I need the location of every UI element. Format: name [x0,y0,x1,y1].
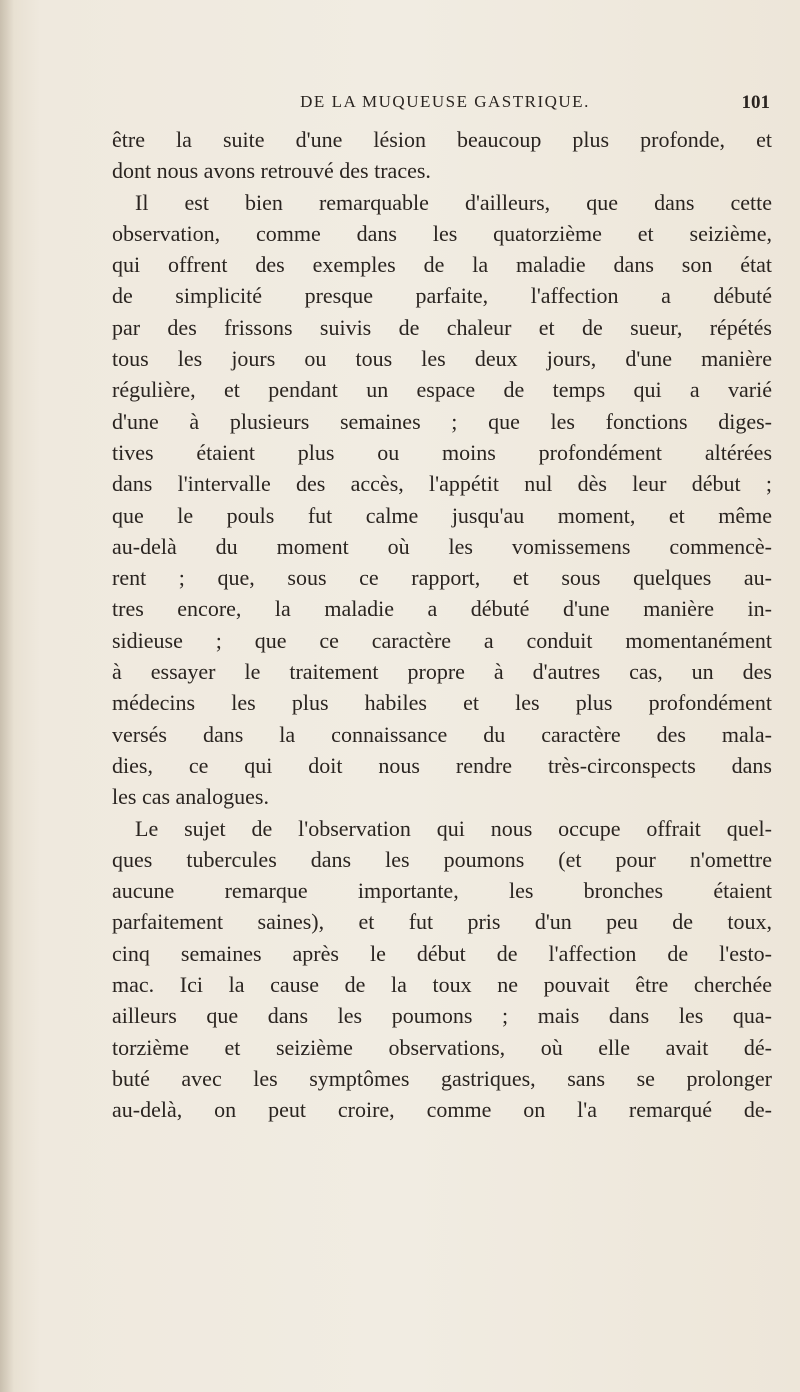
text-line: sidieuse ; que ce caractère a conduit momentanément [112,627,772,653]
text-line: aucune remarque importante, les bronches étaient [112,878,772,904]
text-line: cinq semaines après le début de l'affection de l'esto- [112,940,772,966]
page-header [120,92,770,120]
text-line: versés dans la connaissance du caractère des mala- [112,721,772,747]
text-line: par des frissons suivis de chaleur et de sueur, répétés [112,314,772,340]
text-line: torzième et seizième observations, où elle avait dé- [112,1034,772,1060]
page-number: 101 [741,92,770,113]
text-line: Le sujet de l'observation qui nous occupe offrait quel- [135,815,772,841]
text-line: buté avec les symptômes gastriques, sans se prolonger [112,1065,772,1091]
text-line: dans l'intervalle des accès, l'appétit nul dès leur début ; [112,471,772,497]
text-line: dies, ce qui doit nous rendre très-circonspects dans [112,752,772,778]
text-line: qui offrent des exemples de la maladie dans son état [112,252,772,278]
running-head: DE LA MUQUEUSE GASTRIQUE. [300,92,590,111]
text-line: tives étaient plus ou moins profondément altérées [112,439,772,465]
text-line: au-delà du moment où les vomissemens commencè- [112,533,772,559]
text-line: tres encore, la maladie a débuté d'une manière in- [112,596,772,622]
text-line: Il est bien remarquable d'ailleurs, que dans cette [135,189,772,215]
text-line: tous les jours ou tous les deux jours, d'une manière [112,346,772,372]
text-line: observation, comme dans les quatorzième et seizième, [112,220,772,246]
text-line: d'une à plusieurs semaines ; que les fonctions diges- [112,408,772,434]
text-line: au-delà, on peut croire, comme on l'a remarqué de- [112,1097,772,1123]
text-line: que le pouls fut calme jusqu'au moment, et même [112,502,772,528]
text-line: rent ; que, sous ce rapport, et sous quelques au- [112,565,772,591]
page-gutter-shadow [0,0,14,1392]
text-line: ques tubercules dans les poumons (et pour n'omettre [112,846,772,872]
text-line: ailleurs que dans les poumons ; mais dans les qua- [112,1003,772,1029]
text-line: mac. Ici la cause de la toux ne pouvait être cherchée [112,972,772,998]
text-line: médecins les plus habiles et les plus profondément [112,690,772,716]
text-line: à essayer le traitement propre à d'autres cas, un des [112,659,772,685]
body-text [112,124,772,1126]
text-line: régulière, et pendant un espace de temps qui a varié [112,377,772,403]
text-line: parfaitement saines), et fut pris d'un peu de toux, [112,909,772,935]
text-line: être la suite d'une lésion beaucoup plus profonde, et [112,127,772,152]
text-line: dont nous avons retrouvé des traces. [112,158,431,184]
text-line: de simplicité presque parfaite, l'affection a débuté [112,283,772,309]
text-line: les cas analogues. [112,784,269,810]
